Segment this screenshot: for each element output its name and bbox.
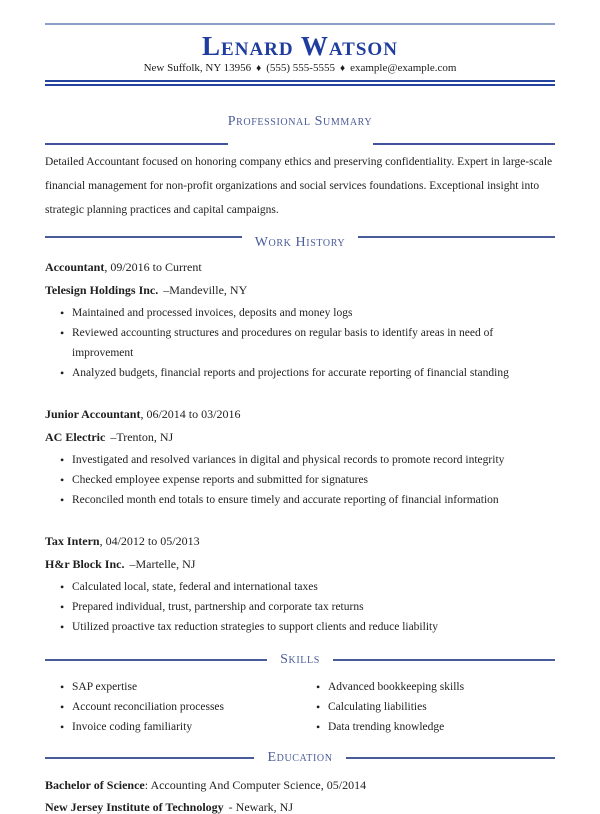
- education-school: New Jersey Institute of Technology: [45, 800, 224, 814]
- job-bullet: • Utilized proactive tax reduction strategies to support clients and reduce liability: [45, 617, 555, 637]
- divider-line-left: [45, 143, 228, 145]
- divider-line-left: [45, 757, 254, 759]
- section-title-skills: Skills: [280, 652, 320, 667]
- diamond-separator-icon: ♦: [339, 63, 346, 74]
- resume-page: [45, 23, 555, 814]
- divider-line-right: [358, 236, 555, 238]
- person-name: Lenard Watson: [202, 31, 398, 61]
- skill-item: • Invoice coding familiarity: [45, 717, 301, 737]
- job-bullet-list: [45, 303, 555, 383]
- skill-item: • Account reconciliation processes: [45, 697, 301, 717]
- job-bullet-list: [45, 450, 555, 510]
- job-bullet: • Investigated and resolved variances in digital and physical records to promote record integrity: [45, 450, 555, 470]
- job-entry: [45, 407, 555, 510]
- education-school-line: [45, 800, 555, 814]
- job-title: Accountant: [45, 260, 105, 274]
- job-bullet: • Calculated local, state, federal and international taxes: [45, 577, 555, 597]
- job-title: Tax Intern: [45, 534, 100, 548]
- contact-phone: (555) 555-5555: [266, 62, 335, 74]
- divider-line-left: [45, 236, 242, 238]
- job-title-line: [45, 260, 555, 274]
- skill-item: • Advanced bookkeeping skills: [301, 677, 555, 697]
- job-company: AC Electric: [45, 430, 106, 444]
- divider-line-left: [45, 659, 267, 661]
- job-bullet: • Checked employee expense reports and submitted for signatures: [45, 470, 555, 490]
- section-heading-skills: [45, 652, 555, 668]
- divider-gap: [228, 143, 373, 145]
- job-dates: , 09/2016 to Current: [104, 260, 202, 274]
- skills-columns: [45, 677, 555, 737]
- skills-list-left: [45, 677, 301, 737]
- skill-item: • SAP expertise: [45, 677, 301, 697]
- job-location: –Mandeville, NY: [163, 283, 248, 297]
- job-dates: , 06/2014 to 03/2016: [140, 407, 241, 421]
- job-title-line: [45, 534, 555, 548]
- job-title: Junior Accountant: [45, 407, 141, 421]
- job-company: H&r Block Inc.: [45, 557, 125, 571]
- education-degree: Bachelor of Science: [45, 778, 145, 792]
- contact-location: New Suffolk, NY 13956: [143, 62, 252, 74]
- summary-paragraph: Detailed Accountant focused on honoring company ethics and preserving confidentiality. Expert in large-scale financial management for non-profit organizations and social services foundations. Exceptional insight into strategic planning practices and capital campaigns.: [45, 156, 553, 216]
- section-heading-summary: [45, 112, 555, 130]
- skills-list-right: [301, 677, 555, 737]
- summary-flanking-rules: [45, 143, 555, 145]
- skill-item: • Data trending knowledge: [301, 717, 555, 737]
- skill-item: • Calculating liabilities: [301, 697, 555, 717]
- job-title-line: [45, 407, 555, 421]
- job-dates: , 04/2012 to 05/2013: [99, 534, 200, 548]
- job-bullet: • Maintained and processed invoices, deposits and money logs: [45, 303, 555, 323]
- job-entry: [45, 534, 555, 637]
- section-title-work-history: Work History: [254, 235, 346, 250]
- education-degree-line: [45, 778, 555, 792]
- job-entry: [45, 260, 555, 383]
- job-company-line: [45, 430, 555, 444]
- job-location: –Martelle, NJ: [129, 557, 196, 571]
- education-degree-detail: : Accounting And Computer Science, 05/2014: [144, 778, 367, 792]
- job-bullet-list: [45, 577, 555, 637]
- job-company-line: [45, 557, 555, 571]
- header-double-rule: [45, 80, 555, 86]
- job-bullet: • Reviewed accounting structures and procedures on regular basis to identify areas in need of improvement: [45, 323, 555, 363]
- job-bullet: • Reconciled month end totals to ensure timely and accurate reporting of financial information: [45, 490, 555, 510]
- divider-line-right: [333, 659, 555, 661]
- job-location: –Trenton, NJ: [110, 430, 174, 444]
- job-company-line: [45, 283, 555, 297]
- contact-line: [45, 62, 555, 75]
- section-heading-work-history: [45, 235, 555, 251]
- contact-email: example@example.com: [350, 62, 457, 74]
- job-bullet: • Analyzed budgets, financial reports and projections for accurate reporting of financial standing: [45, 363, 555, 383]
- divider-line-right: [373, 143, 556, 145]
- top-divider-rule: [45, 23, 555, 25]
- diamond-separator-icon: ♦: [256, 63, 262, 74]
- divider-line-right: [346, 757, 555, 759]
- education-school-location: - Newark, NJ: [228, 800, 293, 814]
- section-title-summary: Professional Summary: [227, 114, 373, 129]
- section-heading-education: [45, 750, 555, 766]
- job-bullet: • Prepared individual, trust, partnership and corporate tax returns: [45, 597, 555, 617]
- section-title-education: Education: [267, 750, 333, 765]
- job-company: Telesign Holdings Inc.: [45, 283, 159, 297]
